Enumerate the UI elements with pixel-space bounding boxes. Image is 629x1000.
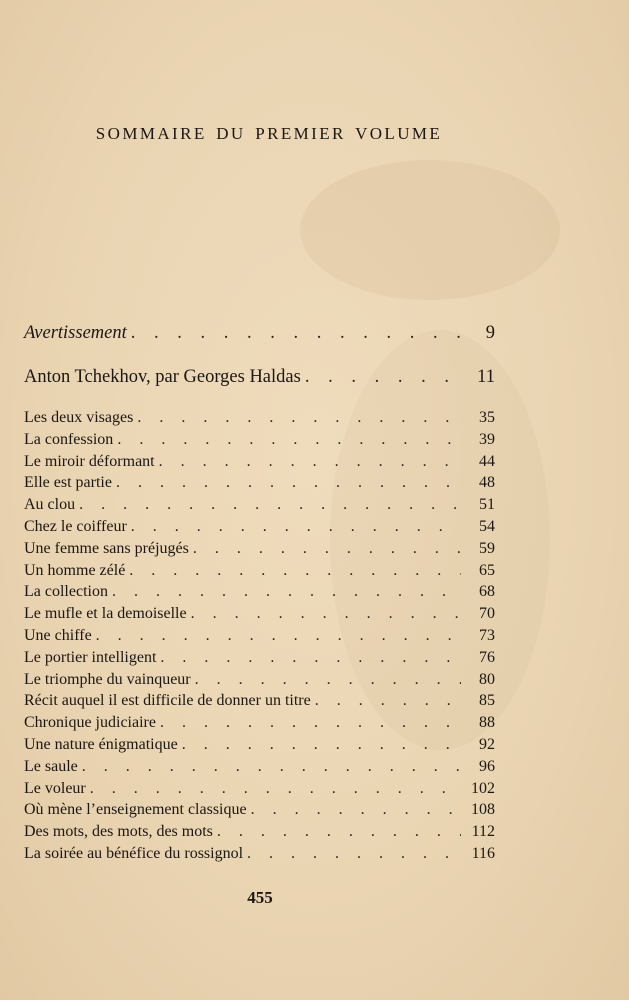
dot-leader [137, 409, 461, 427]
dot-leader [79, 496, 461, 514]
toc-entry [24, 671, 495, 689]
toc-entry-avertissement [24, 323, 495, 344]
toc-entry [24, 431, 495, 449]
toc-entry-page: 73 [479, 627, 495, 644]
toc-entry-title: La soirée au bénéfice du rossignol [24, 845, 244, 862]
toc-entry [24, 736, 495, 754]
toc-entry [24, 605, 495, 623]
toc-entry-introduction [24, 367, 495, 388]
toc-entry-page: 108 [471, 801, 495, 819]
paper-stain [300, 160, 560, 300]
dot-leader [90, 780, 461, 798]
toc-entry-title: Avertissement [24, 323, 127, 343]
dot-leader [160, 714, 461, 732]
toc-entry-title: Le portier intelligent [24, 648, 157, 666]
toc-entry-page: 54 [479, 518, 495, 535]
toc-entry-page: 39 [479, 430, 495, 448]
toc-entry-title: Chez le coiffeur [24, 518, 127, 535]
toc-entry-page: 96 [479, 757, 495, 775]
toc-entry-page: 85 [479, 692, 495, 710]
toc-entry [24, 474, 495, 492]
toc-entry-title: Le voleur [24, 779, 86, 797]
page-number: 455 [247, 888, 273, 907]
dot-leader [82, 758, 461, 776]
toc-entry-title: Au clou [24, 496, 76, 514]
toc-entry-page: 76 [479, 648, 495, 666]
dot-leader [117, 431, 461, 449]
toc-entry-title: Anton Tchekhov, par Georges Haldas [24, 367, 301, 387]
toc-entry-title: Le saule [24, 757, 78, 775]
toc-entry-title: Le mufle et la demoiselle [24, 605, 187, 623]
toc-entry [24, 540, 495, 558]
dot-leader [160, 649, 461, 667]
toc-entry-title: La confession [24, 430, 114, 448]
toc-entry-title: Une femme sans préjugés [24, 539, 189, 557]
toc-entry-page: 112 [471, 823, 495, 841]
toc-entry-title: Une nature énigmatique [24, 736, 178, 753]
toc-entry-page: 116 [471, 845, 495, 862]
toc-entry [24, 801, 495, 819]
toc-entry [24, 409, 495, 427]
toc-entry [24, 562, 495, 580]
toc-entry-page: 11 [477, 367, 495, 387]
dot-leader [131, 518, 461, 536]
toc-entry-title: La collection [24, 583, 108, 601]
toc-entry [24, 496, 495, 514]
toc-entry-page: 35 [479, 409, 495, 426]
toc-entry-title: Elle est partie [24, 474, 112, 492]
toc-entry [24, 692, 495, 710]
toc-entry [24, 583, 495, 601]
toc-entry-page: 48 [479, 474, 495, 492]
toc-entry [24, 780, 495, 798]
toc-entry-title: Récit auquel il est difficile de donner un titre [24, 692, 311, 710]
dot-leader [191, 605, 461, 623]
dot-leader [195, 671, 461, 689]
toc-entry-title: Le triomphe du vainqueur [24, 670, 191, 688]
toc-entry-page: 65 [479, 561, 495, 579]
toc-entry [24, 758, 495, 776]
toc-entry-page: 88 [479, 714, 495, 732]
toc-entry-page: 51 [479, 496, 495, 514]
dot-leader [96, 627, 461, 645]
toc-entry-page: 68 [479, 583, 495, 601]
dot-leader [131, 323, 461, 344]
dot-leader [159, 453, 461, 471]
toc-entry-title: Chronique judiciaire [24, 714, 156, 732]
toc-entry-title: Une chiffe [24, 627, 92, 644]
dot-leader [129, 562, 461, 580]
toc-entry [24, 714, 495, 732]
dot-leader [217, 823, 461, 841]
toc-entry-page: 70 [479, 605, 495, 623]
toc-entry-title: Où mène l’enseignement classique [24, 801, 247, 819]
toc-entry-title: Les deux visages [24, 409, 134, 426]
toc-entry-page: 92 [479, 736, 495, 753]
toc-entry [24, 649, 495, 667]
toc-entry [24, 453, 495, 471]
toc-entry [24, 627, 495, 645]
toc-entry-page: 80 [479, 670, 495, 688]
dot-leader [112, 583, 461, 601]
toc-entry-title: Des mots, des mots, des mots [24, 823, 213, 841]
contents-heading: SOMMAIRE DU PREMIER VOLUME [95, 124, 443, 143]
toc-entry-title: Un homme zélé [24, 561, 126, 579]
dot-leader [315, 692, 461, 710]
dot-leader [116, 474, 461, 492]
dot-leader [305, 367, 461, 388]
dot-leader [193, 540, 461, 558]
toc-entry-page: 102 [471, 779, 495, 797]
toc-entry [24, 823, 495, 841]
toc-entry [24, 518, 495, 536]
toc-entry-page: 59 [479, 539, 495, 557]
dot-leader [182, 736, 461, 754]
toc-entry-page: 9 [485, 323, 495, 343]
toc-entry-title: Le miroir déformant [24, 452, 155, 470]
toc-entry-page: 44 [479, 452, 495, 470]
toc-entry [24, 845, 495, 863]
dot-leader [247, 845, 461, 863]
dot-leader [251, 801, 461, 819]
